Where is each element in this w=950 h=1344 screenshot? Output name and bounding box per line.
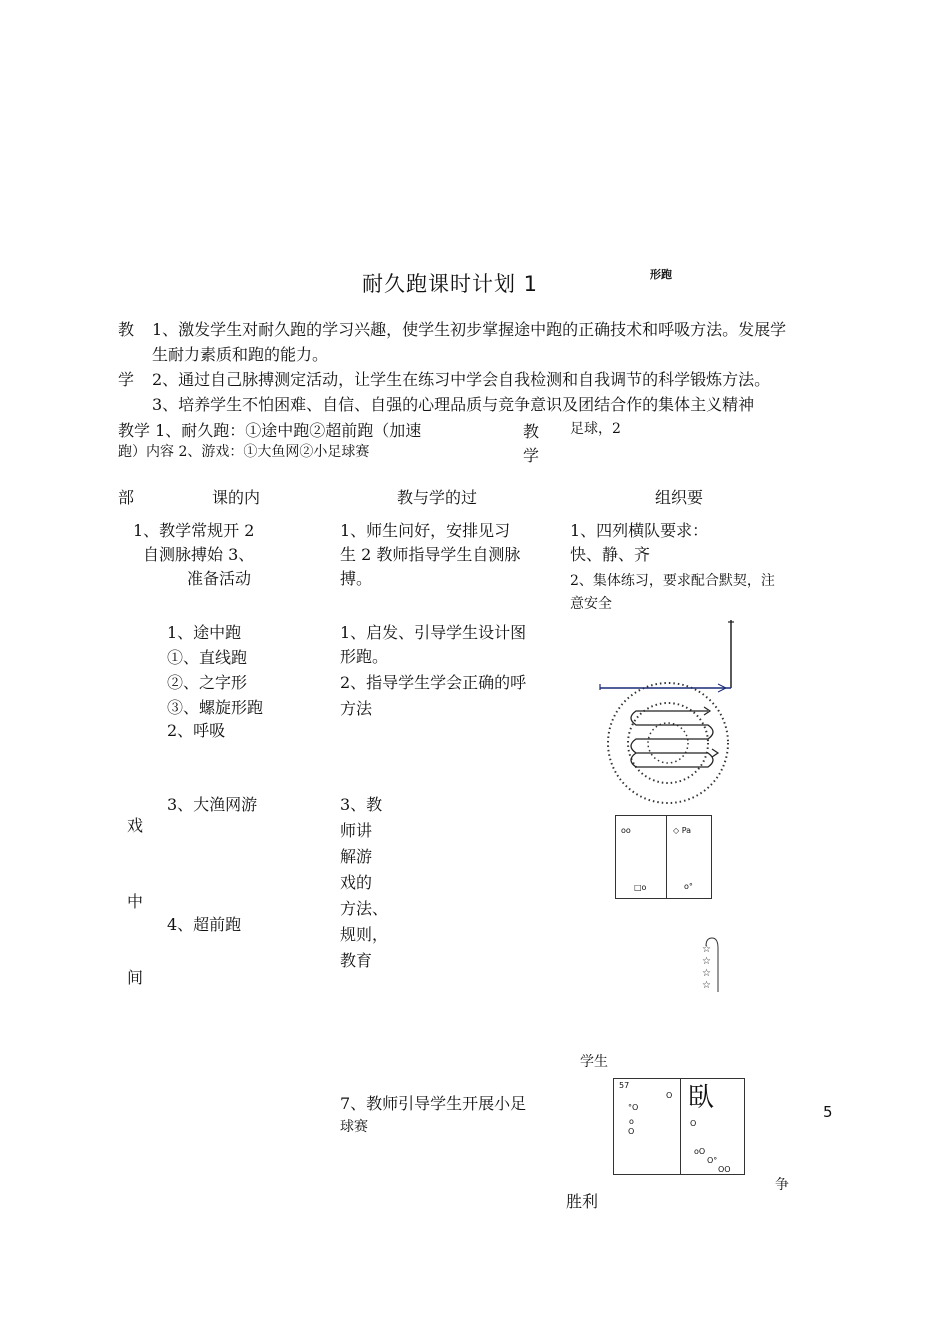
field-o7: O° (707, 1156, 718, 1165)
field-num: 57 (619, 1081, 630, 1090)
objective-line-1: 1、激发学生对耐久跑的学习兴趣，使学生初步掌握途中跑的正确技术和呼吸方法。发展学 (152, 320, 787, 339)
s2-content-1: 1、途中跑 (167, 623, 242, 642)
net-game-field (615, 815, 712, 899)
col-header-4: 组织要 (655, 488, 704, 507)
s1-org-4-clip (570, 594, 650, 612)
s1-org-4: 意安全 (570, 596, 612, 612)
star-icon: ☆ (702, 956, 711, 967)
s1-org-3: 2、集体练习，要求配合默契，注 (570, 573, 775, 589)
net-right-top: ◇ Pa (673, 826, 692, 835)
football-field-divider (680, 1079, 681, 1174)
s1-content-3: 准备活动 (187, 569, 252, 588)
s2-content-2: ①、直线跑 (167, 648, 248, 667)
col-header-1: 部 (118, 488, 135, 507)
col-header-3-clip (397, 486, 487, 507)
s4-teach-1: 7、教师引导学生开展小足 (340, 1094, 527, 1113)
s2-teach-3: 2、指导学生学会正确的呼 (340, 673, 527, 692)
s4-compete: 争 (775, 1177, 789, 1193)
s2-content-4: ③、螺旋形跑 (167, 698, 264, 717)
field-o1: O (666, 1091, 673, 1100)
s1-content-1: 1、教学常规开 2 (133, 521, 255, 540)
s2-content-3: ②、之字形 (167, 673, 248, 692)
s2-teach-4: 方法 (340, 699, 373, 718)
s2-teach-1: 1、启发、引导学生设计图 (340, 623, 527, 642)
s1-content-3-clip (187, 567, 267, 588)
s3-side-1: 戏 (127, 816, 144, 835)
s3-teach-6: 规则， (340, 925, 389, 944)
star-icon: ☆ (702, 980, 711, 991)
s3-teach-3: 解游 (340, 847, 373, 866)
s1-org-3-clip (570, 571, 820, 589)
s1-org-1: 1、四列横队要求： (570, 521, 709, 540)
objective-line-2: 生耐力素质和跑的能力。 (152, 345, 329, 364)
s1-content-2: 自测脉搏始 3、 (143, 545, 255, 564)
objective-line-3: 2、通过自己脉搏测定活动，让学生在练习中学会自我检测和自我调节的科学锻炼方法。 (152, 370, 771, 389)
objective-line-4: 3、培养学生不怕困难、自信、自强的心理品质与竞争意识及团结合作的集体主义精神 (152, 395, 755, 414)
field-o3: o (629, 1117, 634, 1126)
col-header-3: 教与学的过 (397, 488, 478, 507)
content-line-2-clip (118, 442, 448, 459)
objective-line-4-clip (152, 393, 852, 414)
col-header-4-clip (655, 486, 715, 507)
col-header-2: 课的内 (212, 488, 261, 507)
content-label-1: 教 (523, 422, 540, 441)
s3-surpass: 4、超前跑 (167, 915, 242, 934)
net-field-divider (666, 816, 667, 898)
s1-org-2: 快、静、齐 (570, 545, 651, 564)
s3-teach-1: 3、教 (340, 795, 383, 814)
star-icon: ☆ (702, 944, 711, 955)
s3-teach-4: 戏的 (340, 873, 373, 892)
s3-side-3: 间 (127, 968, 144, 987)
s2-content-5: 2、呼吸 (167, 721, 226, 740)
content-line-2: 跑）内容 2、游戏：①大鱼网②小足球赛 (118, 444, 370, 460)
page-number: 5 (823, 1103, 833, 1121)
col-header-1-clip (118, 486, 148, 507)
s3-side-2: 中 (127, 892, 144, 911)
s2-content-3-clip (167, 671, 267, 692)
s2-teach-2: 形跑。 (340, 647, 389, 666)
field-o4: O (628, 1127, 635, 1136)
corner-tag: 形跑 (650, 268, 672, 281)
s3-teach-7-clip (340, 949, 400, 970)
objectives-side-2: 学 (118, 370, 135, 389)
s4-compete-clip (775, 1175, 795, 1193)
content-right-clip (570, 419, 650, 437)
field-o8: OO (718, 1165, 731, 1174)
s4-students-clip (580, 1052, 620, 1070)
s3-teach-2: 师讲 (340, 821, 373, 840)
content-right-text: 足球，2 (570, 421, 621, 437)
star-icon: ☆ (702, 968, 711, 979)
s2-teach-4-clip (340, 697, 400, 718)
net-right-bottom: o° (684, 882, 693, 891)
page-title: 耐久跑课时计划 1 (362, 272, 539, 296)
s4-win: 胜利 (566, 1192, 599, 1211)
objectives-side-1: 教 (118, 320, 135, 339)
net-left-bottom: □o (634, 883, 647, 892)
s4-teach-2: 球赛 (340, 1119, 368, 1135)
net-left-top: oo (621, 826, 631, 835)
content-line-1: 教学 1、耐久跑：①途中跑②超前跑（加速 (118, 421, 422, 440)
surpass-run-diagram (698, 936, 722, 996)
football-field (613, 1078, 745, 1175)
content-label-2: 学 (523, 446, 540, 465)
s3-teach-7: 教育 (340, 951, 373, 970)
field-o2: °O (628, 1103, 639, 1112)
s1-teach-3: 搏。 (340, 569, 373, 588)
running-route-diagram (596, 618, 741, 808)
s4-students: 学生 (580, 1054, 608, 1070)
col-header-2-clip (212, 486, 272, 507)
s1-teach-2: 生 2 教师指导学生自测脉 (340, 545, 521, 564)
field-o5: O (690, 1119, 697, 1128)
field-big-mark: 臥 (688, 1083, 715, 1113)
s3-teach-5: 方法、 (340, 899, 389, 918)
s1-teach-1: 1、师生问好，安排见习 (340, 521, 511, 540)
s2-teach-3-clip (340, 671, 540, 692)
field-o6: oO (694, 1147, 706, 1156)
s3-game: 3、大渔网游 (167, 795, 258, 814)
